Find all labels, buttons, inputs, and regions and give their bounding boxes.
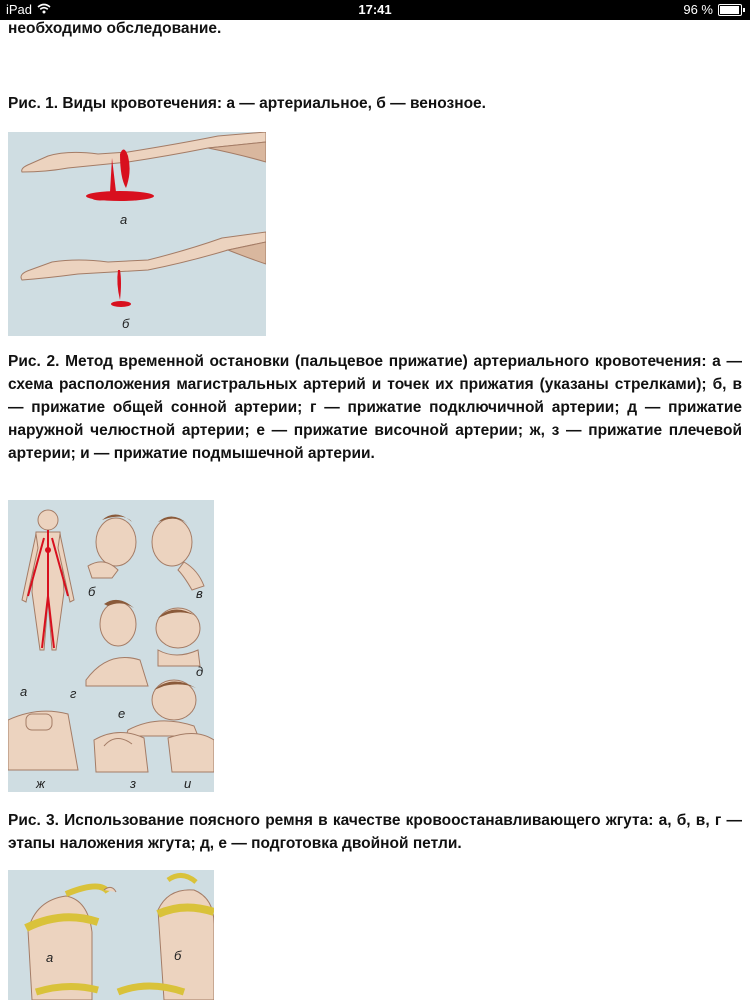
head-temporal-e: [126, 680, 198, 736]
fig2-label-z: з: [130, 776, 137, 791]
fig3-label-b: б: [174, 948, 182, 963]
fig2-label-i: и: [184, 776, 192, 791]
arm-arterial-illustration: [22, 132, 266, 201]
armpit-axillary-i: [168, 733, 214, 772]
shoulder-subclavian-g: [86, 600, 148, 686]
fig2-label-d: д: [196, 664, 204, 679]
fig2-label-e: е: [118, 706, 126, 721]
figure-3-belt-tourniquet: [8, 870, 214, 1000]
figure-2-pressure-points: [8, 500, 214, 792]
fig2-label-g: г: [70, 686, 77, 701]
body-artery-schematic: [22, 510, 74, 650]
fig1-label-b: б: [122, 316, 130, 331]
figure-1-caption: Рис. 1. Виды кровотечения: а — артериальное, б — венозное.: [8, 95, 486, 112]
arm-brachial-zh: [8, 711, 78, 770]
figure-2-caption: Рис. 2. Метод временной остановки (пальцевое прижатие) артериального кровотечения: а — схема расположения магистральных артерий и точек их прижатия (указаны стрелками); б, в — прижатие общей сонной артерии; г — прижатие подключичной артерии; д — прижатие наружной челюстной артерии; е — прижатие височной артерии; ж, з — прижатие плечевой артерии; и — прижатие подмышечной артерии.: [8, 353, 742, 462]
arm-venous-illustration: [21, 232, 266, 307]
battery-icon: [718, 4, 742, 16]
head-carotid-b: [88, 514, 136, 578]
head-carotid-v: [152, 516, 204, 590]
belt-stage-b: [158, 875, 214, 1000]
fig2-label-a: а: [20, 684, 28, 699]
head-jaw-d: [156, 608, 200, 666]
fig2-label-v: в: [196, 586, 203, 601]
document-page: [0, 20, 750, 1000]
fig2-label-zh: ж: [36, 776, 45, 791]
device-name: iPad: [6, 2, 33, 17]
fig1-label-a: а: [120, 212, 128, 227]
fig2-label-b: б: [88, 584, 96, 599]
intro-text: необходимо обследование.: [8, 20, 222, 37]
figure-1-bleeding-types: [8, 132, 266, 336]
battery-percent: 96 %: [683, 2, 713, 17]
clock: 17:41: [358, 2, 392, 17]
fig3-label-a: а: [46, 950, 54, 965]
arm-brachial-z: [94, 732, 148, 772]
figure-3-caption: Рис. 3. Использование поясного ремня в качестве кровоостанавливающего жгута: а, б, в, г — этапы наложения жгута; д, е — подготовка двойной петли.: [8, 812, 742, 852]
